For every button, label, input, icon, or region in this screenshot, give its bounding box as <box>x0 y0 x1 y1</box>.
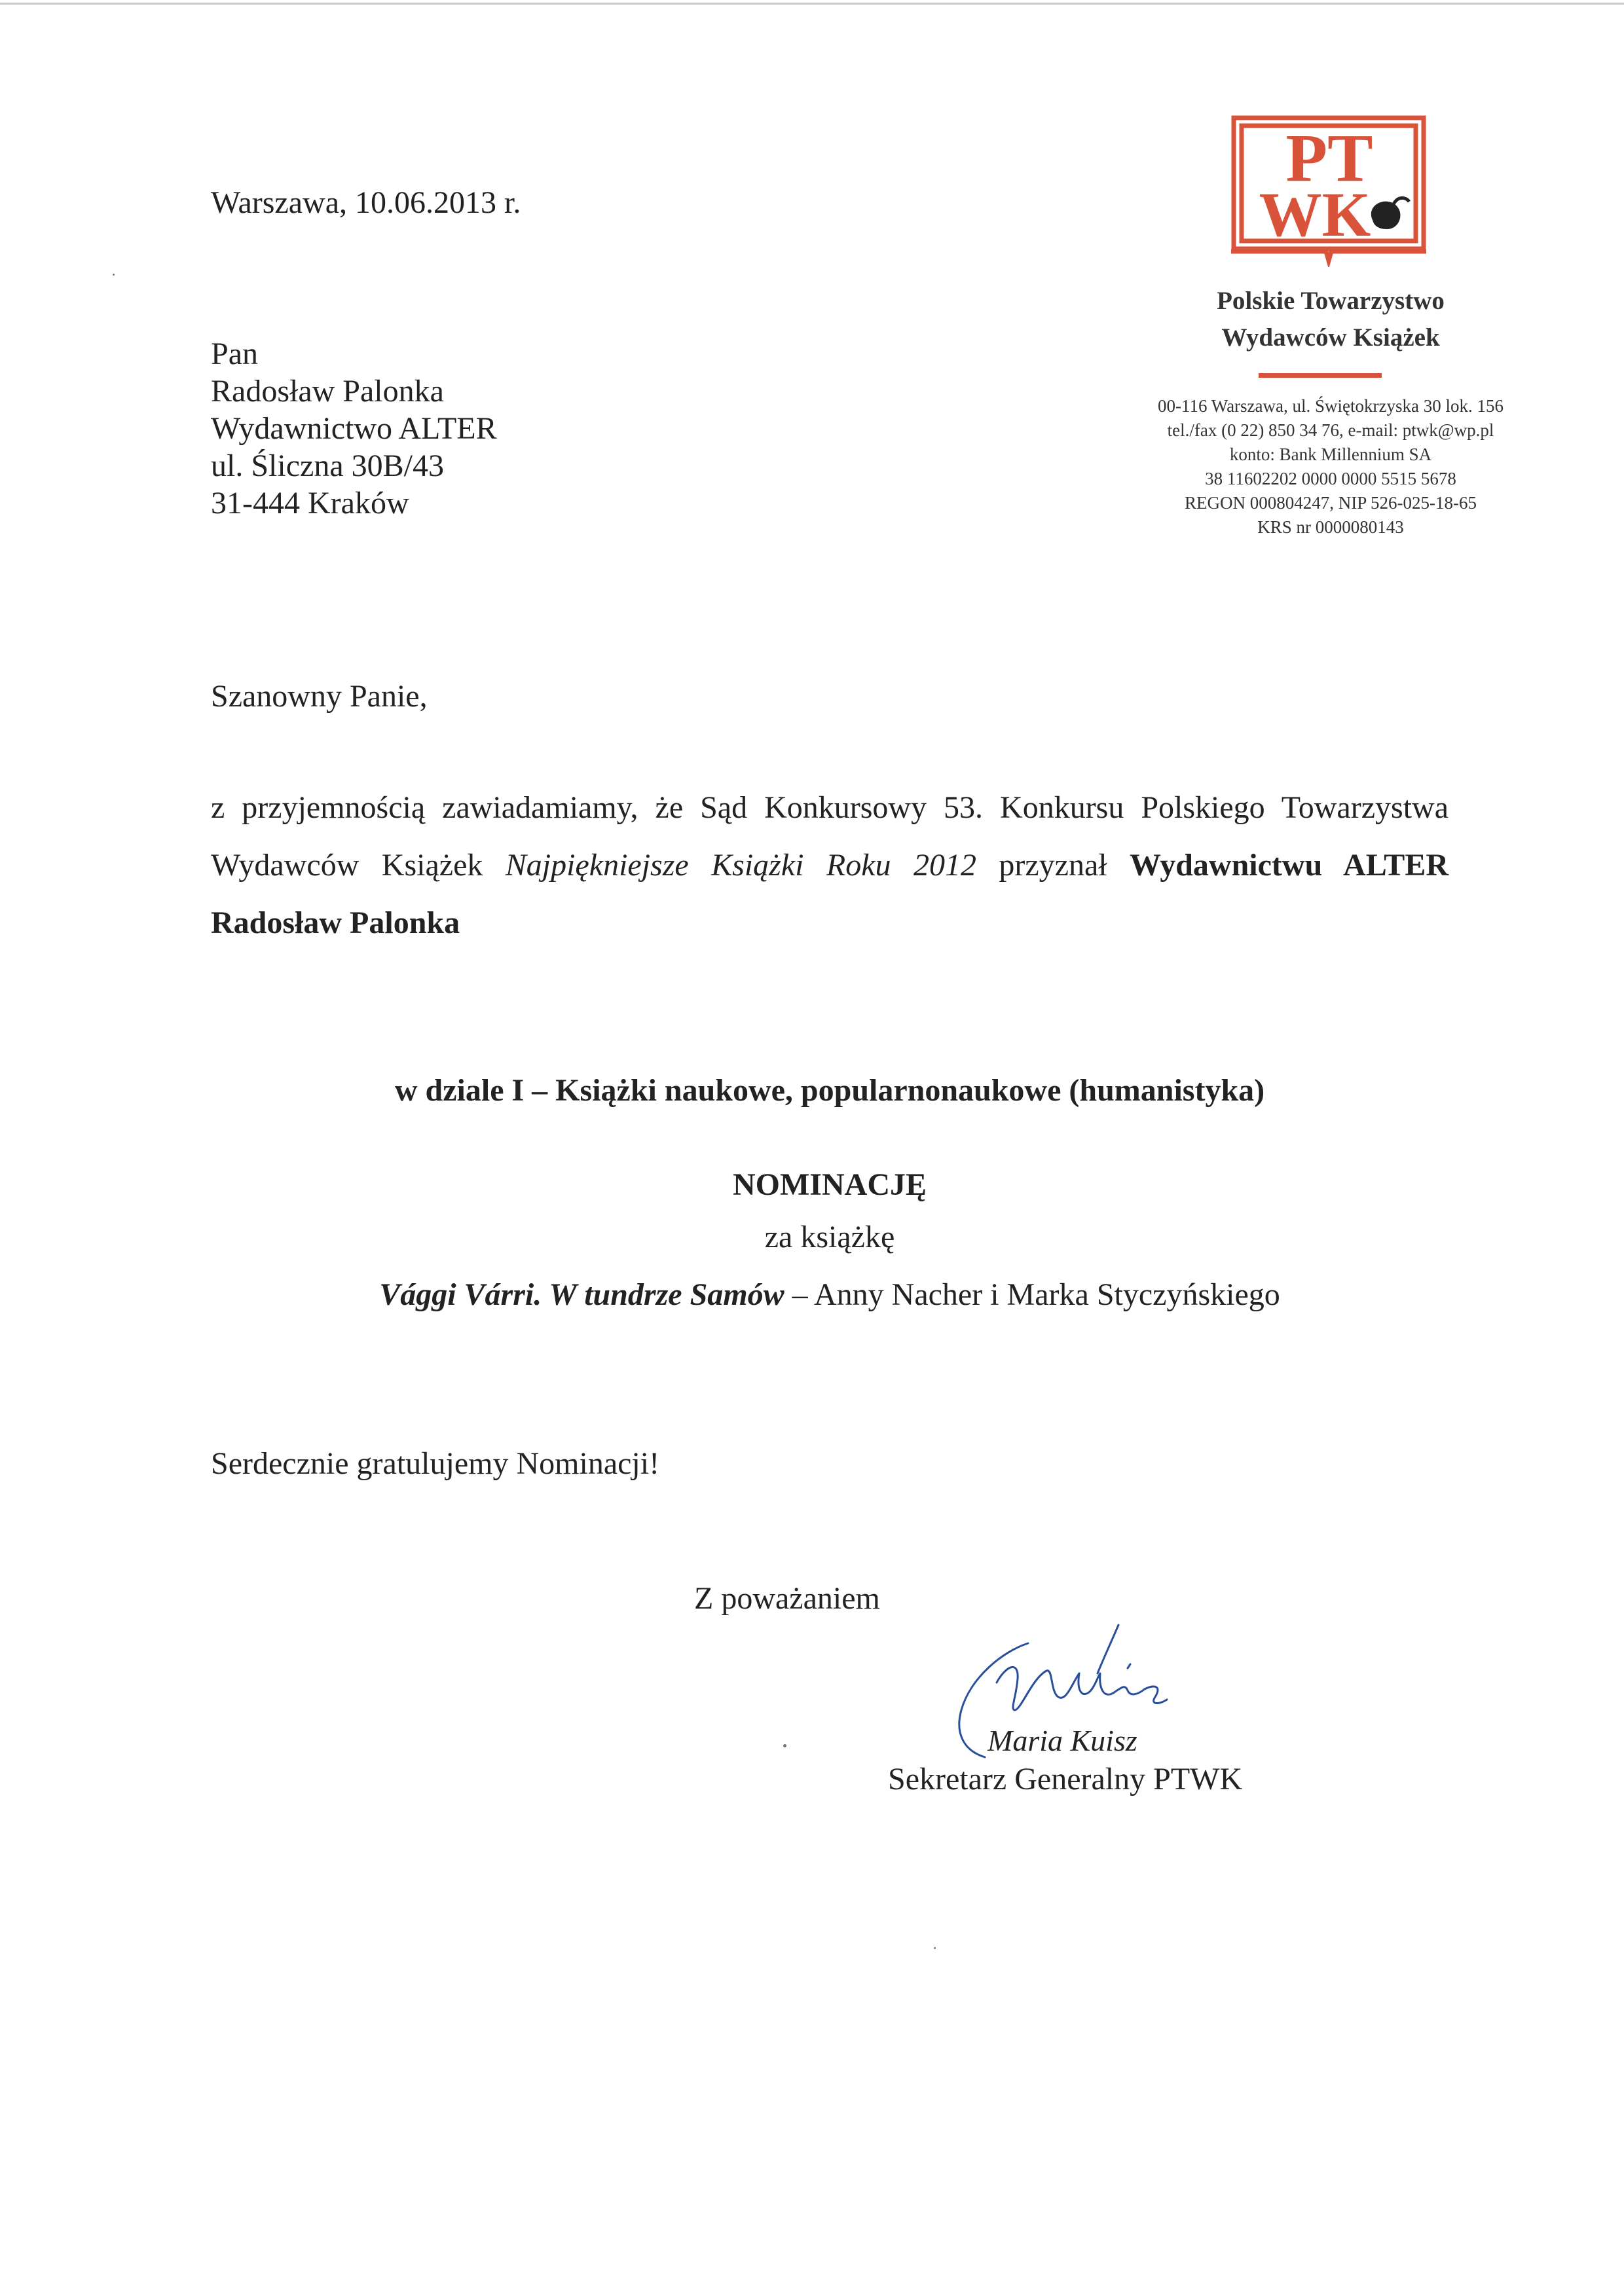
recipient-line: Wydawnictwo ALTER <box>211 411 497 446</box>
contact-account: 38 11602202 0000 0000 5515 5678 <box>1205 469 1456 488</box>
for-book-label: za książkę <box>764 1220 895 1254</box>
scan-speck <box>934 1947 936 1949</box>
logo-text-top: PT <box>1285 120 1373 196</box>
organization-divider <box>1259 373 1382 378</box>
body-text-part-2: przyznał <box>976 848 1130 883</box>
award-section: w dziale I – Książki naukowe, popularnonaukowe (humanistyka) <box>394 1073 1265 1108</box>
signer-name: Maria Kuisz <box>987 1724 1137 1757</box>
closing-phrase: Z poważaniem <box>694 1581 880 1616</box>
book-line <box>211 1277 1449 1313</box>
book-authors: – Anny Nacher i Marka Styczyńskiego <box>784 1277 1280 1312</box>
letter-date: Warszawa, 10.06.2013 r. <box>211 185 521 220</box>
salutation: Szanowny Panie, <box>211 679 428 714</box>
recipient-line: ul. Śliczna 30B/43 <box>211 448 444 483</box>
organization-contact <box>1056 394 1606 539</box>
book-title: Vággi Várri. W tundrze Samów <box>379 1277 784 1312</box>
scan-edge-line <box>0 3 1624 5</box>
recipient-line: Pan <box>211 337 258 371</box>
letter-body <box>211 779 1449 952</box>
congratulations: Serdecznie gratulujemy Nominacji! <box>211 1446 660 1481</box>
contact-bank: konto: Bank Millennium SA <box>1229 445 1432 464</box>
contact-krs: KRS nr 0000080143 <box>1257 517 1404 537</box>
award-type: NOMINACJĘ <box>733 1167 927 1202</box>
organization-name-line-1: Polskie Towarzystwo <box>1217 287 1445 315</box>
recipient-line: 31-444 Kraków <box>211 486 409 520</box>
scan-speck <box>783 1744 786 1747</box>
scan-speck <box>113 274 115 276</box>
recipient-line: Radosław Palonka <box>211 374 444 409</box>
contact-phone-email: tel./fax (0 22) 850 34 76, e-mail: ptwk@wp.pl <box>1167 420 1494 440</box>
logo-text-bottom: WK <box>1259 179 1371 249</box>
signer-title: Sekretarz Generalny PTWK <box>888 1762 1243 1796</box>
contest-title: Najpiękniejsze Książki Roku 2012 <box>505 848 976 883</box>
recipient-address <box>211 335 497 522</box>
organization-name-line-2: Wydawców Książek <box>1221 323 1440 352</box>
contact-regon-nip: REGON 000804247, NIP 526-025-18-65 <box>1185 493 1477 513</box>
awardee-name: Wydawnictwu ALTER Radosław Palonka <box>211 848 1449 940</box>
organization-name <box>1121 283 1540 356</box>
contact-address: 00-116 Warszawa, ul. Świętokrzyska 30 lok. 156 <box>1158 396 1504 416</box>
ptwk-logo <box>1225 113 1433 267</box>
body-text-part-1: z przyjemnością zawiadamiamy, że Sąd Konkursowy 53. Konkursu Polskiego Towarzystwa Wydawców Książek <box>211 790 1449 883</box>
